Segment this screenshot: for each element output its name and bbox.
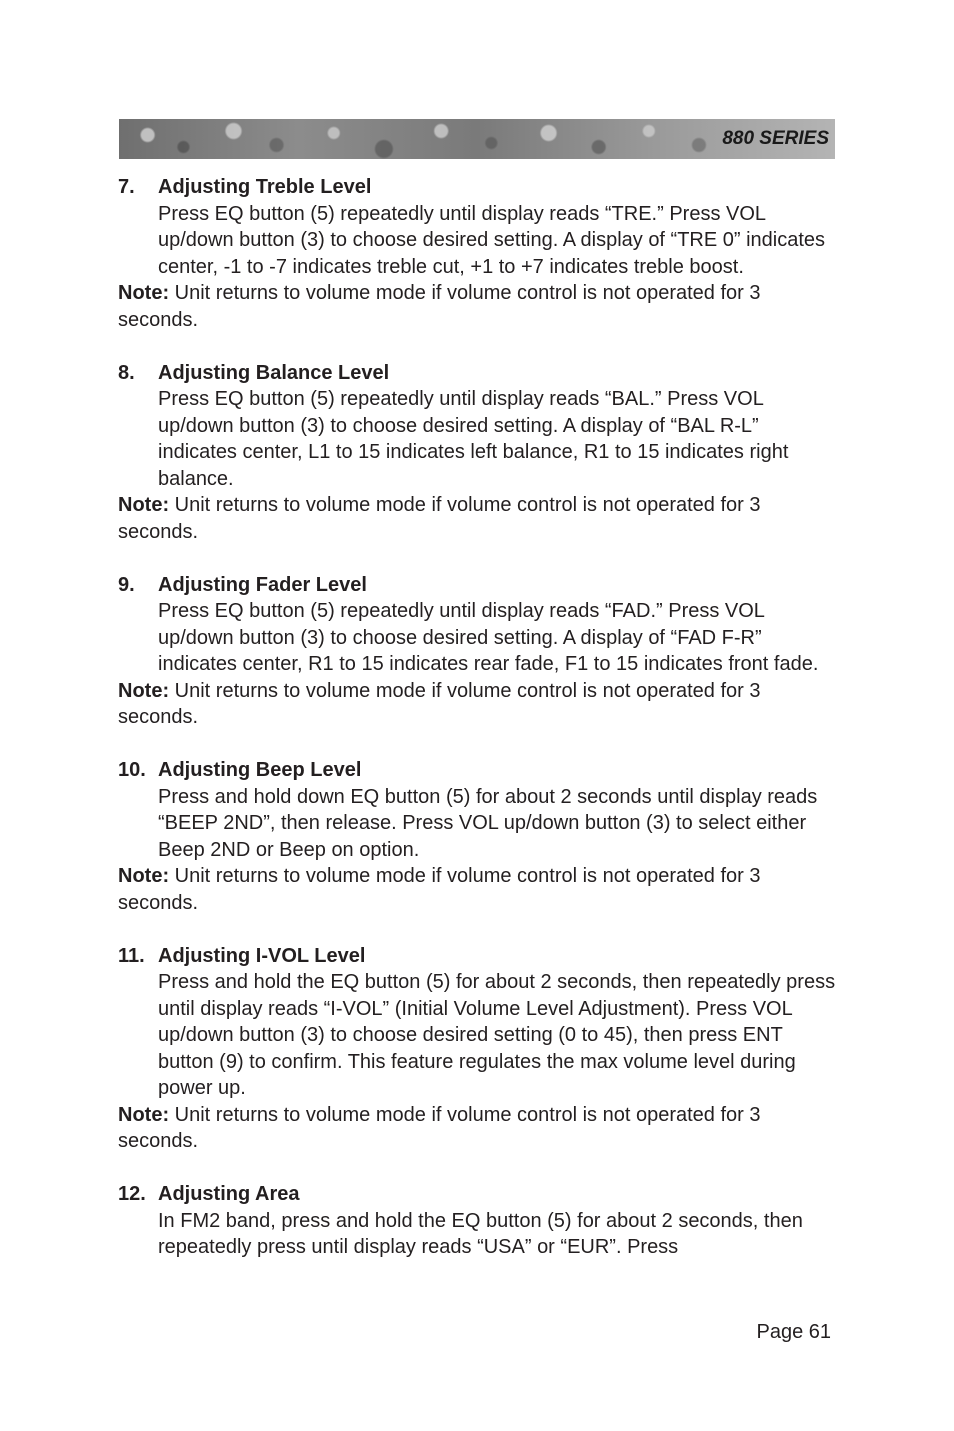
note bbox=[118, 492, 838, 545]
note-text: Unit returns to volume mode if volume control is not operated for 3 seconds. bbox=[118, 282, 761, 331]
section-number: 8. bbox=[118, 361, 135, 384]
note-label: Note: bbox=[118, 865, 170, 887]
section-ivol bbox=[118, 943, 838, 1155]
section-title: Adjusting Fader Level bbox=[158, 573, 367, 596]
note bbox=[118, 678, 838, 731]
note-text: Unit returns to volume mode if volume control is not operated for 3 seconds. bbox=[118, 494, 761, 543]
header-banner bbox=[119, 119, 835, 159]
section-title: Adjusting Balance Level bbox=[158, 361, 390, 384]
section-number: 7. bbox=[118, 176, 135, 198]
note-label: Note: bbox=[118, 679, 170, 702]
section-beep bbox=[118, 757, 838, 916]
manual-content bbox=[118, 174, 838, 1287]
note-text: Unit returns to volume mode if volume control is not operated for 3 seconds. bbox=[118, 679, 761, 728]
note-text: Unit returns to volume mode if volume control is not operated for 3 seconds. bbox=[118, 865, 761, 914]
section-title: Adjusting Treble Level bbox=[158, 176, 372, 198]
section-title: Adjusting Area bbox=[158, 1183, 300, 1205]
note-text: Unit returns to volume mode if volume control is not operated for 3 seconds. bbox=[118, 1103, 761, 1152]
section-number: 9. bbox=[118, 573, 135, 596]
section-title: Adjusting I-VOL Level bbox=[158, 944, 366, 967]
section-balance bbox=[118, 360, 838, 546]
section-fader bbox=[118, 572, 838, 731]
note bbox=[118, 1102, 838, 1155]
section-title: Adjusting Beep Level bbox=[158, 759, 362, 781]
section-number: 12. bbox=[118, 1183, 146, 1205]
section-area bbox=[118, 1181, 838, 1261]
page-number: Page 61 bbox=[756, 1321, 831, 1343]
note-label: Note: bbox=[118, 282, 170, 304]
section-body: Press EQ button (5) repeatedly until display reads “BAL.” Press VOL up/down button (3) to choose desired setting. A display of “BAL R-L” indicates center, L1 to 15 indicates left balance, R1 to 15 indicates right balance. bbox=[158, 388, 789, 490]
section-body: Press EQ button (5) repeatedly until display reads “TRE.” Press VOL up/down button (3) to choose desired setting. A display of “TRE 0” indicates center, -1 to -7 indicates treble cut, +1 to +7 indicates treble boost. bbox=[158, 202, 826, 278]
note bbox=[118, 863, 838, 916]
series-title: 880 SERIES bbox=[722, 128, 829, 149]
note-label: Note: bbox=[118, 494, 170, 516]
section-body: Press and hold the EQ button (5) for about 2 seconds, then repeatedly press until display reads “I-VOL” (Initial Volume Level Adjustment). Press VOL up/down button (3) to choose desired setting (0 to 45), then press ENT button (9) to confirm. This feature regulates the max volume level during power up. bbox=[158, 971, 836, 1099]
section-body: Press EQ button (5) repeatedly until display reads “FAD.” Press VOL up/down button (3) to choose desired setting. A display of “FAD F-R” indicates center, R1 to 15 indicates rear fade, F1 to 15 indicates front fade. bbox=[158, 600, 819, 675]
section-number: 11. bbox=[118, 944, 145, 967]
section-body: In FM2 band, press and hold the EQ button (5) for about 2 seconds, then repeatedly press until display reads “USA” or “EUR”. Press bbox=[158, 1209, 803, 1258]
section-body: Press and hold down EQ button (5) for about 2 seconds until display reads “BEEP 2ND”, then release. Press VOL up/down button (3) to select either Beep 2ND or Beep on option. bbox=[158, 785, 818, 861]
section-treble bbox=[118, 174, 838, 333]
note bbox=[118, 280, 838, 333]
note-label: Note: bbox=[118, 1103, 170, 1126]
section-number: 10. bbox=[118, 759, 146, 781]
